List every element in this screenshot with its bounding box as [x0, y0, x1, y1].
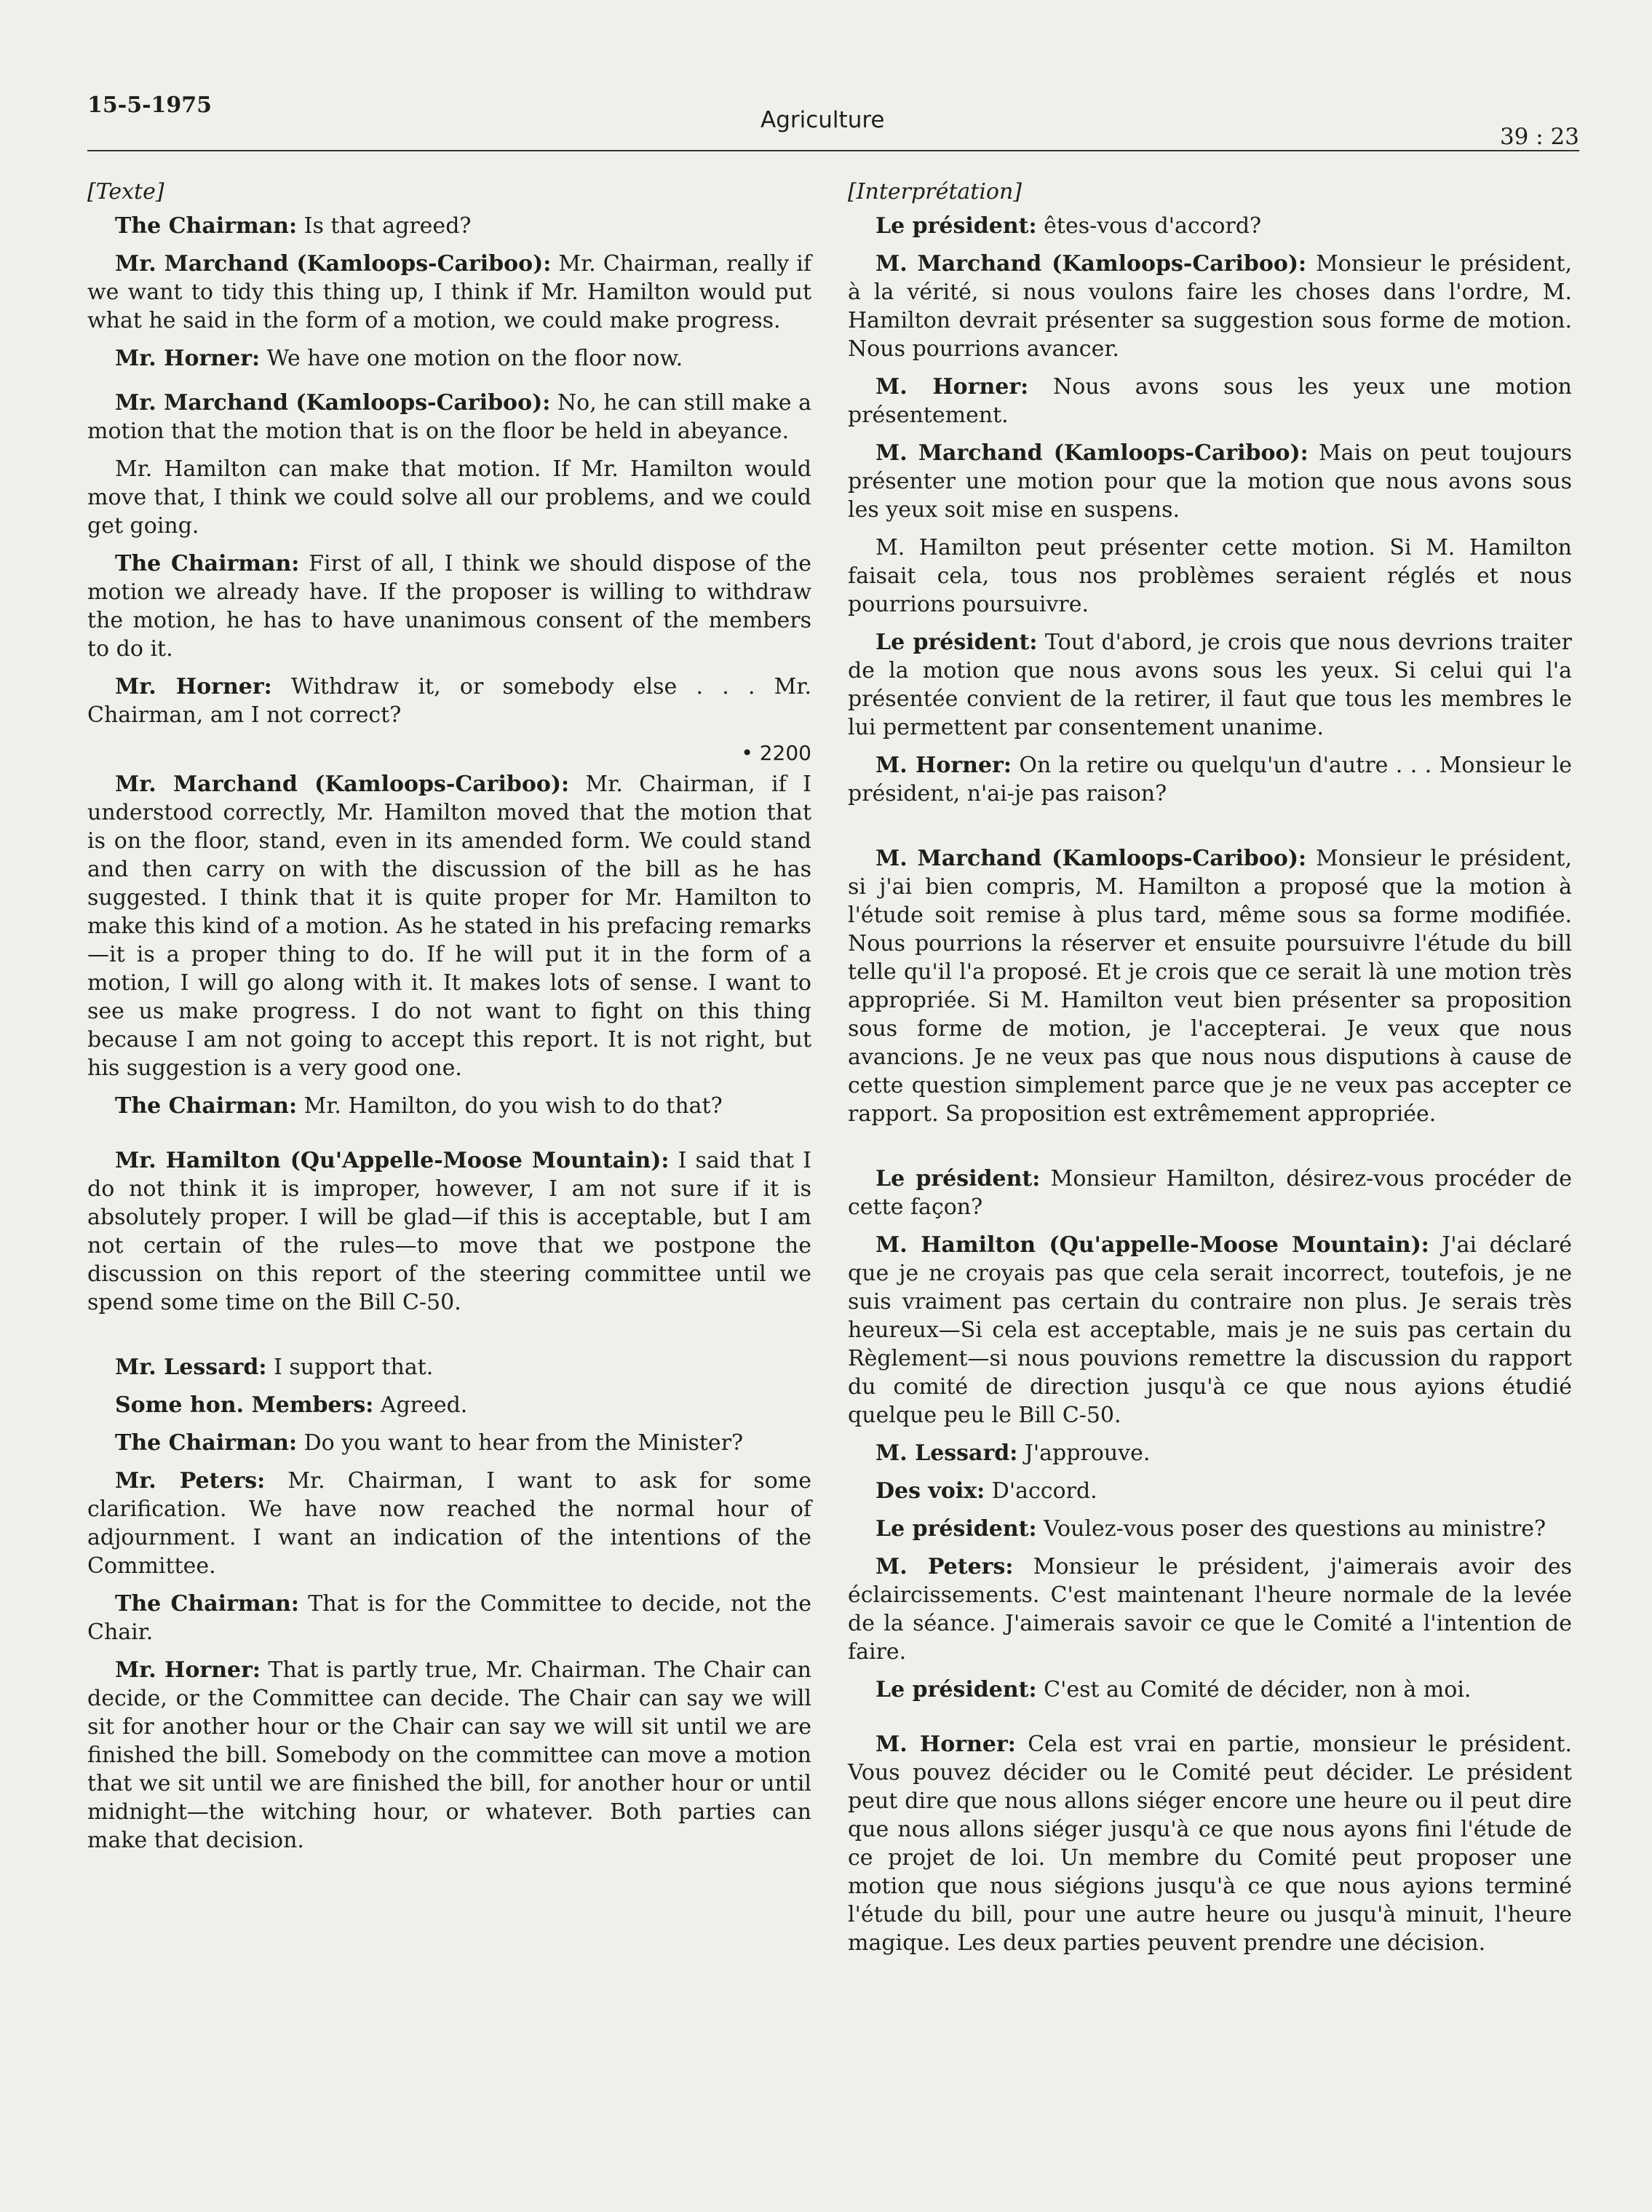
- paragraph: [848, 373, 1572, 429]
- paragraph: [848, 1515, 1572, 1543]
- paragraph: [87, 770, 811, 1082]
- paragraph: [87, 389, 811, 445]
- speech-text: Voulez-vous poser des questions au ministre?: [1036, 1516, 1546, 1542]
- speech-text: Nous avons sous les yeux une motion présentement.: [848, 374, 1572, 428]
- paragraph: [87, 1353, 811, 1381]
- speaker: The Chairman:: [115, 1093, 298, 1119]
- paragraph: [87, 1590, 811, 1646]
- speaker: The Chairman:: [115, 1430, 298, 1456]
- speech-text: Monsieur le président, à la vérité, si nous voulons faire les choses dans l'ordre, M. Hamilton devrait présenter sa suggestion sous forme de motion. Nous pourrions avancer.: [848, 251, 1572, 362]
- speech-text: That is for the Committee to decide, not the Chair.: [87, 1591, 811, 1645]
- time-marker: • 2200: [741, 741, 811, 765]
- speech-text: Agreed.: [373, 1392, 468, 1418]
- paragraph: [848, 628, 1572, 742]
- speaker: Mr. Marchand (Kamloops-Cariboo):: [115, 772, 570, 797]
- paragraph: [848, 1231, 1572, 1430]
- speech-text: We have one motion on the floor now.: [260, 346, 683, 371]
- paragraph: [87, 212, 811, 240]
- paragraph: [87, 1391, 811, 1419]
- speaker: The Chairman:: [115, 1591, 299, 1617]
- speaker: Mr. Horner:: [115, 674, 272, 699]
- speech-text: Mais on peut toujours présenter une motion pour que la motion que nous avons sous les yeux soit mise en suspens.: [848, 440, 1572, 523]
- speaker: M. Marchand (Kamloops-Cariboo):: [875, 846, 1307, 871]
- speech-text: First of all, I think we should dispose of the motion we already have. If the proposer is willing to withdraw the motion, he has to have unanimous consent of the members to do it.: [87, 551, 811, 662]
- speaker: M. Horner:: [875, 753, 1012, 778]
- speaker: Mr. Lessard:: [115, 1355, 267, 1380]
- speech-text: J'ai déclaré que je ne croyais pas que cela serait incorrect, toutefois, je ne suis vraiment pas certain du contraire non plus. Je serais très heureux—Si cela est acceptable, mais je ne suis pas certain du Règlement—si nous pouvions remettre la discussion du rapport du comité de direction jusqu'à ce que nous ayions étudié quelque peu le Bill C-50.: [848, 1232, 1572, 1428]
- paragraph: [87, 550, 811, 663]
- paragraph: [848, 439, 1572, 524]
- speech-text: Tout d'abord, je crois que nous devrions traiter de la motion que nous avons sous les yeux. Si celui qui l'a présentée convient de la retirer, il faut que tous les membres le lui permettent par consentement unanime.: [848, 630, 1572, 740]
- paragraph: [848, 534, 1572, 619]
- language-tag: [Texte]: [87, 179, 164, 205]
- paragraph: [848, 1439, 1572, 1467]
- speech-text: Cela est vrai en partie, monsieur le président. Vous pouvez décider ou le Comité peut décider. Le président peut dire que nous allons siéger encore une heure ou il peut dire que nous allons siéger jusqu'à ce que nous ayons fini l'étude de ce projet de loi. Un membre du Comité peut proposer une motion que nous siégions jusqu'à ce que nous ayions terminé l'étude du bill, pour une autre heure ou jusqu'à minuit, l'heure magique. Les deux parties peuvent prendre une décision.: [848, 1732, 1572, 1956]
- speaker: Some hon. Members:: [115, 1392, 374, 1418]
- speaker: Mr. Peters:: [115, 1468, 266, 1494]
- speech-text: Monsieur le président, si j'ai bien compris, M. Hamilton a proposé que la motion à l'étude soit remise à plus tard, même sous sa forme modifiée. Nous pourrions la réserver et ensuite poursuivre l'étude du bill telle qu'il l'a proposé. Et je crois que ce serait là une motion très appropriée. Si M. Hamilton veut bien présenter sa proposition sous forme de motion, je l'accepterai. Je veux que nous avancions. Je ne veux pas que nous nous disputions à cause de cette question simplement parce que je ne veux pas accepter ce rapport. Sa proposition est extrêmement appropriée.: [848, 846, 1572, 1127]
- speech-text: No, he can still make a motion that the motion that is on the floor be held in abeyance.: [87, 390, 811, 444]
- paragraph: [848, 844, 1572, 1128]
- speaker: Des voix:: [875, 1478, 985, 1504]
- paragraph: [87, 344, 811, 373]
- paragraph: [87, 673, 811, 729]
- speaker: M. Horner:: [875, 374, 1029, 400]
- speaker: M. Peters:: [875, 1554, 1014, 1579]
- speech-text: Mr. Hamilton, do you wish to do that?: [297, 1093, 723, 1119]
- speech-text: Monsieur le président, j'aimerais avoir des éclaircissements. C'est maintenant l'heure normale de la levée de la séance. J'aimerais savoir ce que le Comité a l'intention de faire.: [848, 1554, 1572, 1665]
- speaker: M. Lessard:: [875, 1440, 1018, 1466]
- speech-text: J'approuve.: [1017, 1440, 1151, 1466]
- speech-text: Do you want to hear from the Minister?: [297, 1430, 744, 1456]
- speaker: The Chairman:: [115, 213, 298, 239]
- speaker: Le président:: [875, 1677, 1037, 1702]
- paragraph: [87, 1429, 811, 1457]
- speech-text: Mr. Chairman, really if we want to tidy this thing up, I think if Mr. Hamilton would put what he said in the form of a motion, we could make progress.: [87, 251, 811, 333]
- speech-text: D'accord.: [985, 1478, 1097, 1504]
- paragraph: [848, 1730, 1572, 1957]
- speech-text: êtes-vous d'accord?: [1036, 213, 1262, 239]
- speech-text: Withdraw it, or somebody else . . . Mr. Chairman, am I not correct?: [87, 674, 811, 728]
- speech-text: I said that I do not think it is improper, however, I am not sure if it is absolutely proper. I will be glad—if this is acceptable, but I am not certain of the rules—to move that we postpone the discussion on this report of the steering committee until we spend some time on the Bill C-50.: [87, 1148, 812, 1315]
- speaker: M. Hamilton (Qu'appelle-Moose Mountain):: [875, 1232, 1429, 1258]
- speaker: Le président:: [875, 1516, 1037, 1542]
- speaker: Le président:: [875, 213, 1037, 239]
- language-tag: [Interprétation]: [848, 179, 1022, 205]
- header-date: 15-5-1975: [87, 92, 213, 118]
- speech-text: M. Hamilton peut présenter cette motion. Si M. Hamilton faisait cela, tous nos problèmes seraient réglés et nous pourrions poursuivre.: [848, 535, 1572, 617]
- paragraph: [848, 1676, 1572, 1704]
- paragraph: [87, 250, 811, 335]
- speech-text: Mr. Chairman, I want to ask for some clarification. We have now reached the normal hour of adjournment. I want an indication of the intentions of the Committee.: [87, 1468, 811, 1579]
- paragraph: [848, 1165, 1572, 1221]
- speech-text: Mr. Chairman, if I understood correctly, Mr. Hamilton moved that the motion that is on the floor, stand, even in its amended form. We could stand and then carry on with the discussion of the bill as he has suggested. I think that it is quite proper for Mr. Hamilton to make this kind of a motion. As he stated in his prefacing remarks—it is a proper thing to do. If he will put it in the form of a motion, I will go along with it. It makes lots of sense. I want to see us make progress. I do not want to fight on this thing because I am not going to accept this report. It is not right, but his suggestion is a very good one.: [87, 772, 811, 1081]
- speaker: Mr. Horner:: [115, 346, 261, 371]
- header-rule: [87, 150, 1579, 151]
- speaker: Le président:: [875, 1166, 1041, 1192]
- speech-text: Is that agreed?: [297, 213, 472, 239]
- paragraph: [87, 1146, 811, 1317]
- speaker: M. Horner:: [875, 1732, 1016, 1757]
- paragraph: [87, 455, 811, 540]
- speaker: Le président:: [875, 630, 1038, 655]
- speech-text: I support that.: [266, 1355, 434, 1380]
- speech-text: On la retire ou quelqu'un d'autre . . . Monsieur le président, n'ai-je pas raison?: [848, 753, 1572, 806]
- paragraph: [848, 1477, 1572, 1505]
- paragraph: [848, 212, 1572, 240]
- header-page-number: 39 : 23: [1499, 124, 1579, 150]
- paragraph: [848, 1553, 1572, 1666]
- paragraph: [87, 1467, 811, 1580]
- english-column: [87, 178, 811, 1864]
- speaker: M. Marchand (Kamloops-Cariboo):: [875, 440, 1309, 466]
- header-title: Agriculture: [761, 107, 885, 133]
- speech-text: Mr. Hamilton can make that motion. If Mr. Hamilton would move that, I think we could solve all our problems, and we could get going.: [87, 456, 811, 539]
- speaker: M. Marchand (Kamloops-Cariboo):: [875, 251, 1307, 277]
- speaker: Mr. Hamilton (Qu'Appelle-Moose Mountain):: [115, 1148, 670, 1173]
- paragraph: [848, 751, 1572, 808]
- page-header: [87, 89, 1579, 154]
- paragraph: [87, 1656, 811, 1855]
- speech-text: That is partly true, Mr. Chairman. The Chair can decide, or the Committee can decide. The Chair can say we will sit for another hour or the Chair can say we will sit until we are finished the bill. Somebody on the committee can move a motion that we sit until we are finished the bill, for another hour or until midnight—the witching hour, or whatever. Both parties can make that decision.: [87, 1657, 812, 1853]
- speaker: Mr. Horner:: [115, 1657, 261, 1683]
- paragraph: [848, 250, 1572, 363]
- french-column: [848, 178, 1572, 1967]
- speech-text: Monsieur Hamilton, désirez-vous procéder de cette façon?: [848, 1166, 1572, 1220]
- paragraph: [87, 1092, 811, 1120]
- speaker: Mr. Marchand (Kamloops-Cariboo):: [115, 390, 551, 416]
- speaker: Mr. Marchand (Kamloops-Cariboo):: [115, 251, 552, 277]
- speech-text: C'est au Comité de décider, non à moi.: [1036, 1677, 1472, 1702]
- speaker: The Chairman:: [115, 551, 300, 576]
